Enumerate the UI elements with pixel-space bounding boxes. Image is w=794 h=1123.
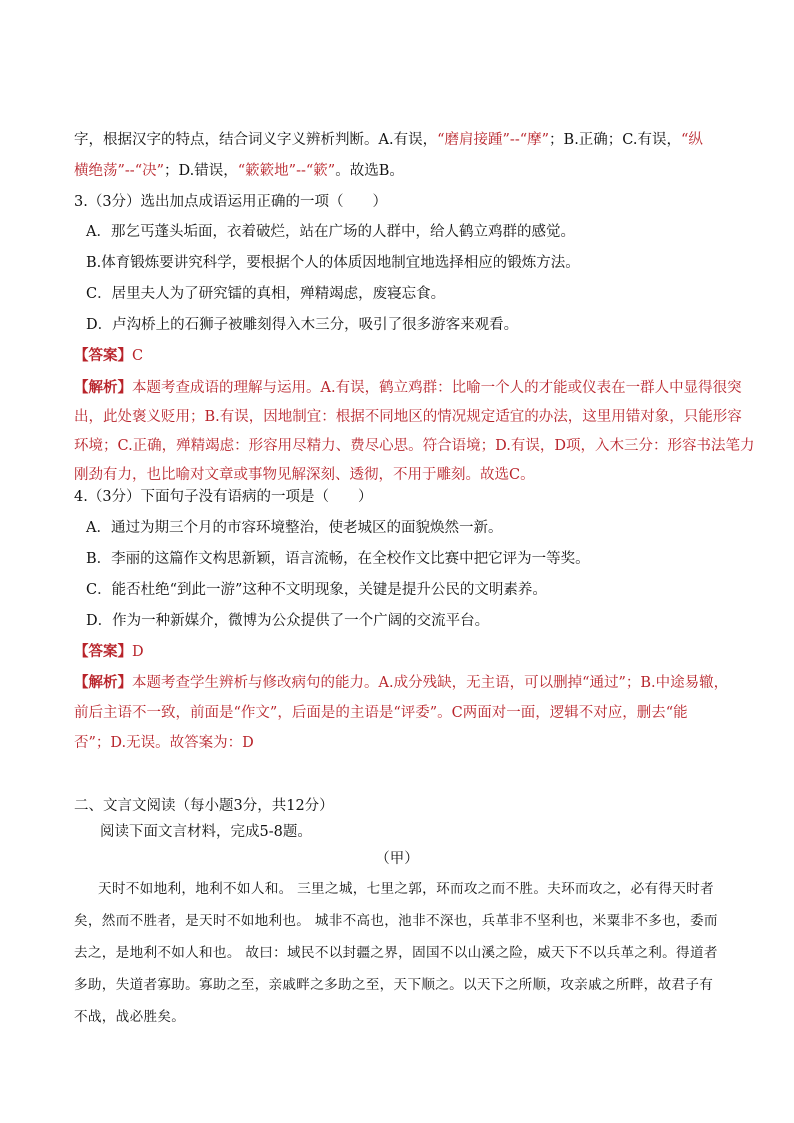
passage-title: （甲） [375,851,419,867]
analysis-label: 【解析】 [74,674,132,691]
analysis-label: 【解析】 [74,379,132,396]
passage-line-5: 不战，战必胜矣。 [74,1009,186,1025]
q3-answer [74,346,143,366]
passage-line-3: 去之，是地利不如人和也。 故曰：域民不以封疆之界，固国不以山溪之险，威天下不以兵革之利。得道者 [74,945,718,961]
q4-option-a: A．通过为期三个月的市容环境整治，使老城区的面貌焕然一新。 [86,520,503,536]
q3-option-b: B.体育锻炼要讲究科学，要根据个人的体质因地制宜地选择相应的锻炼方法。 [86,255,580,271]
q4-stem: 4.（3分）下面句子没有语病的一项是（ ） [74,489,373,505]
answer-label: 【答案】 [74,347,132,364]
q4-analysis-line-2: 前后主语不一致，前面是“作文”，后面是的主语是“评委”。C两面对一面，逻辑不对应，删去“能 [74,705,688,721]
passage-line-4: 多助，失道者寡助。寡助之至，亲戚畔之多助之至，天下顺之。以天下之所顺，攻亲戚之所畔，故君子有 [74,977,714,993]
q3-analysis-line-3: 环境；C.正确，殚精竭虑：形容用尽精力、费尽心思。符合语境；D.有误，D项，入木三分：形容书法笔力 [74,438,755,454]
passage-line-2: 矣，然而不胜者，是天时不如地利也。 城非不高也，池非不深也，兵革非不坚利也，米粟非不多也，委而 [74,913,718,929]
q3-analysis-line-4: 刚劲有力，也比喻对文章或事物见解深刻、透彻，不用于雕刻。故选C。 [74,467,535,483]
q4-option-c: C．能否杜绝“到此一游”这种不文明现象，关键是提升公民的文明素养。 [86,582,547,598]
answer-label: 【答案】 [74,643,132,660]
q4-answer [74,642,144,662]
q4-analysis-line-1: 【解析】本题考查学生辨析与修改病句的能力。A.成分残缺，无主语，可以删掉“通过”；B.中途易辙， [74,674,729,691]
passage-line-1: 天时不如地利，地利不如人和。 三里之城，七里之郭，环而攻之而不胜。夫环而攻之，必有得天时者 [98,881,714,897]
q3-stem: 3.（3分）选出加点成语运用正确的一项（ ） [74,194,388,210]
q3-option-c: C．居里夫人为了研究镭的真相，殚精竭虑，废寝忘食。 [86,286,446,302]
q4-analysis-line-3: 否”；D.无误。故答案为：D [74,735,254,751]
q3-analysis-line-1: 【解析】本题考查成语的理解与运用。A.有误，鹤立鸡群：比喻一个人的才能或仪表在一群人中显得很突 [74,379,742,396]
q3-option-d: D．卢沟桥上的石狮子被雕刻得入木三分，吸引了很多游客来观看。 [86,317,519,333]
q3-analysis-line-2: 出，此处褒义贬用；B.有误，因地制宜：根据不同地区的情况规定适宜的办法，这里用错对象，只能形容 [74,409,742,425]
q4-option-d: D．作为一种新媒介，微博为公众提供了一个广阔的交流平台。 [86,613,490,629]
q3-option-a: A．那乞丐蓬头垢面，衣着破烂，站在广场的人群中，给人鹤立鸡群的感觉。 [86,224,575,240]
section-heading: 二、文言文阅读（每小题3分，共12分） [74,798,334,814]
prev-analysis-line-2: 横绝荡”--“决”；D.错误，“簌簌地”--“簌”。故选B。 [74,163,404,179]
answer-value: D [132,644,144,660]
answer-value: C [132,348,144,364]
prev-analysis-line-1: 字，根据汉字的特点，结合词义字义辨析判断。A.有误，“磨肩接踵”--“摩”；B.正确；C.有误，“纵 [74,132,703,148]
section-instruction: 阅读下面文言材料，完成5-8题。 [100,824,312,840]
q4-option-b: B．李丽的这篇作文构思新颖，语言流畅，在全校作文比赛中把它评为一等奖。 [86,551,590,567]
